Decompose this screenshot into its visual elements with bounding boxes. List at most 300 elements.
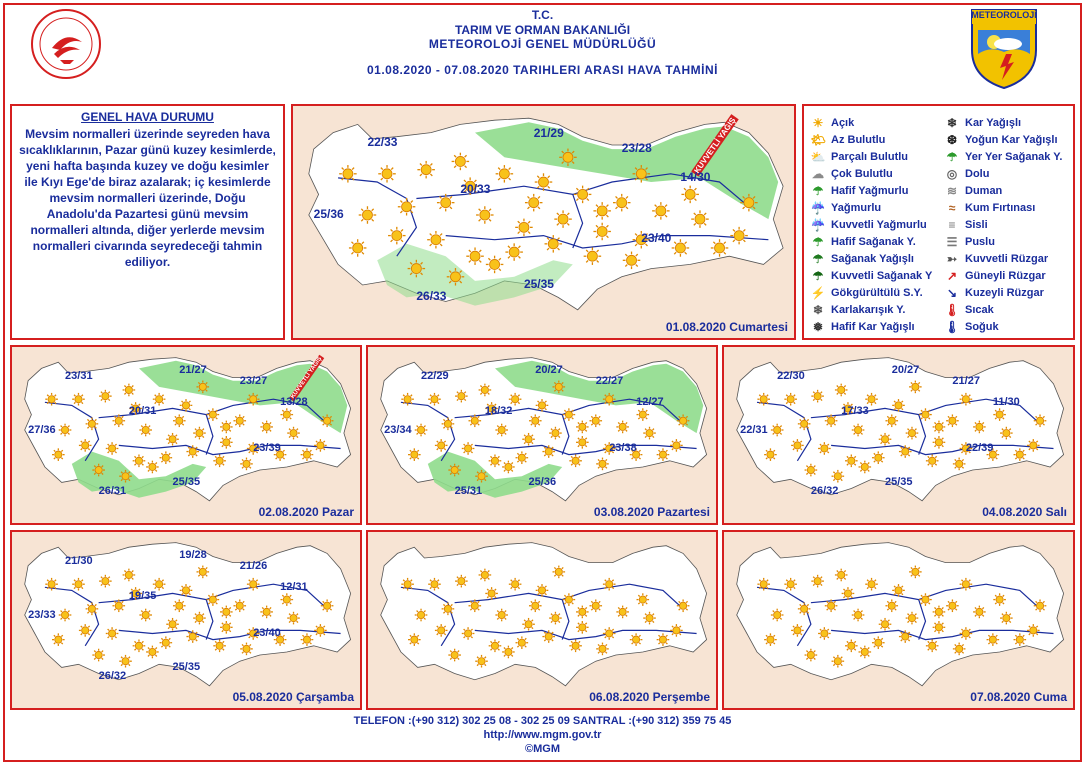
hot-icon: 🌡: [944, 302, 960, 317]
sunny-icon: [691, 210, 709, 228]
temperature-label: 21/26: [239, 559, 268, 572]
sunny-icon: [771, 424, 784, 437]
temperature-label: 26/33: [416, 289, 447, 304]
sunny-icon: [960, 393, 973, 406]
temperature-label: 22/29: [421, 369, 449, 382]
sunny-icon: [1014, 633, 1027, 646]
temperature-label: 20/31: [128, 405, 157, 418]
sunny-icon: [442, 418, 455, 431]
sunny-icon: [536, 399, 549, 412]
legend-label: Az Bulutlu: [831, 133, 886, 146]
sunny-icon: [764, 633, 777, 646]
sunny-icon: [240, 643, 253, 656]
sunny-icon: [576, 436, 589, 449]
sunny-icon: [247, 578, 260, 591]
sunny-icon: [173, 414, 186, 427]
light-rain-icon: ☂: [812, 183, 824, 198]
sunny-icon: [139, 424, 152, 437]
sunny-icon: [757, 393, 770, 406]
sunny-icon: [1000, 427, 1013, 440]
sunny-icon: [415, 609, 428, 622]
sunny-icon: [872, 451, 885, 464]
sunny-icon: [825, 414, 838, 427]
sunny-icon: [469, 599, 482, 612]
sunny-icon: [1000, 612, 1013, 625]
legend-item: [944, 165, 1062, 182]
sunny-icon: [589, 414, 602, 427]
sunny-icon: [657, 633, 670, 646]
legend-label: Sisli: [965, 218, 988, 231]
temperature-label: 19/28: [179, 548, 207, 561]
legend-item: [944, 284, 1062, 301]
sunny-icon: [798, 603, 811, 616]
sunny-icon: [593, 202, 611, 220]
sunny-icon: [670, 439, 683, 452]
sunny-icon: [321, 599, 334, 612]
sunny-icon: [428, 578, 441, 591]
sunny-icon: [522, 433, 535, 446]
sunny-icon: [86, 603, 99, 616]
sunny-icon: [173, 599, 186, 612]
legend-item: [810, 250, 932, 267]
haze-icon: ☰: [946, 234, 958, 249]
sunny-icon: [509, 578, 522, 591]
sunny-icon: [574, 186, 592, 204]
temperature-label: 17/33: [841, 405, 869, 418]
sunny-icon: [677, 599, 690, 612]
sunny-icon: [86, 418, 99, 431]
legend-label: Soğuk: [965, 320, 999, 333]
sunny-icon: [559, 149, 577, 167]
legend-label: Yağmurlu: [831, 201, 882, 214]
shower-icon: ☂: [812, 251, 824, 266]
heavy-shower-icon: ☂: [812, 268, 824, 283]
sunny-icon: [953, 458, 966, 471]
sunny-icon: [79, 439, 92, 452]
temperature-label: 25/35: [172, 476, 201, 489]
legend-item: [944, 148, 1062, 165]
sunny-icon: [180, 399, 193, 412]
sunny-icon: [281, 593, 294, 606]
temperature-label: 12/31: [280, 581, 308, 594]
sunny-icon: [197, 381, 210, 394]
temperature-label: 21/30: [65, 554, 93, 567]
sunny-icon: [113, 414, 126, 427]
sunny-icon: [435, 624, 448, 637]
map-date-label: 04.08.2020 Salı: [982, 505, 1067, 519]
legend-item: [810, 301, 932, 318]
temperature-label: 25/35: [172, 661, 201, 674]
sunny-icon: [633, 165, 651, 183]
sunny-icon: [72, 578, 85, 591]
forecast-map-day-5: [10, 530, 362, 710]
sunny-icon: [672, 239, 690, 257]
sunny-icon: [637, 408, 650, 421]
sunny-icon: [791, 439, 804, 452]
temperature-label: 23/39: [253, 442, 281, 455]
sunny-icon: [993, 593, 1006, 606]
sunny-icon: [401, 393, 414, 406]
legend-label: Kar Yağışlı: [965, 116, 1022, 129]
sunny-icon: [1014, 448, 1027, 461]
legend-item: [944, 131, 1062, 148]
sunny-icon: [522, 618, 535, 631]
legend-item: [810, 148, 932, 165]
sunny-icon: [549, 427, 562, 440]
sunny-icon: [193, 427, 206, 440]
sunny-icon: [408, 260, 426, 278]
sunny-icon: [835, 569, 848, 582]
sunny-icon: [584, 247, 602, 265]
sunny-icon: [616, 421, 629, 434]
sunny-icon: [417, 161, 435, 179]
sunny-icon: [946, 414, 959, 427]
legend-label: Kuvvetli Sağanak Y: [831, 269, 933, 282]
sunny-icon: [811, 575, 824, 588]
legend-label: Hafif Kar Yağışlı: [831, 320, 915, 333]
sunny-icon: [398, 198, 416, 216]
sunny-icon: [52, 448, 65, 461]
sunny-icon: [852, 424, 865, 437]
sunny-icon: [859, 461, 872, 474]
sunny-icon: [495, 424, 508, 437]
sunny-icon: [455, 390, 468, 403]
sunny-icon: [933, 606, 946, 619]
sunny-icon: [811, 390, 824, 403]
cold-icon: 🌡: [944, 319, 960, 334]
legend-label: Kuzeyli Rüzgar: [965, 286, 1044, 299]
sunny-icon: [45, 578, 58, 591]
sunny-icon: [489, 455, 502, 468]
rain-icon: ☔: [810, 200, 826, 215]
sunny-icon: [589, 599, 602, 612]
temperature-label: 21/29: [533, 126, 564, 141]
header-directorate: METEOROLOJİ GENEL MÜDÜRLÜĞÜ: [428, 37, 657, 51]
sunny-icon: [832, 655, 845, 668]
sunny-icon: [596, 458, 609, 471]
legend-label: Dolu: [965, 167, 990, 180]
sunny-icon: [563, 408, 576, 421]
sunny-icon: [630, 633, 643, 646]
sunny-icon: [160, 636, 173, 649]
map-date-label: 06.08.2020 Perşembe: [589, 690, 710, 704]
legend-item: [944, 318, 1062, 335]
legend-label: Duman: [965, 184, 1003, 197]
temperature-label: 23/31: [65, 369, 93, 382]
sunny-icon: [643, 612, 656, 625]
sunny-icon: [872, 636, 885, 649]
header-ministry: TARIM VE ORMAN BAKANLIĞI: [454, 23, 631, 37]
legend-item: [810, 318, 932, 335]
sunny-icon: [113, 599, 126, 612]
legend-label: Sağanak Yağışlı: [831, 252, 914, 265]
sunny-icon: [596, 643, 609, 656]
legend-item: [810, 284, 932, 301]
temperature-label: 25/35: [885, 476, 913, 489]
sunny-icon: [119, 655, 132, 668]
sunny-icon: [529, 414, 542, 427]
sunny-icon: [845, 455, 858, 468]
legend-item: [810, 131, 932, 148]
sunny-icon: [153, 393, 166, 406]
partly-cloudy-icon: ⛅: [810, 149, 826, 164]
sunny-icon: [79, 624, 92, 637]
legend-item: [944, 250, 1062, 267]
legend-column-1: [810, 114, 932, 335]
heavy-rain-icon: ☔: [810, 217, 826, 232]
sunny-icon: [906, 612, 919, 625]
map-date-label: 05.08.2020 Çarşamba: [232, 690, 354, 704]
forecast-map-day-6: [366, 530, 718, 710]
thunderstorm-icon: ⚡: [810, 285, 826, 300]
sunny-icon: [321, 414, 334, 427]
sunny-icon: [919, 408, 932, 421]
sunny-icon: [670, 624, 683, 637]
sunny-icon: [549, 612, 562, 625]
sunny-icon: [193, 612, 206, 625]
sunny-icon: [160, 451, 173, 464]
sunny-icon: [909, 566, 922, 579]
sunny-icon: [479, 384, 492, 397]
sunny-icon: [818, 442, 831, 455]
footer-url[interactable]: http://www.mgm.gov.tr: [483, 729, 602, 741]
temperature-label: 20/33: [460, 182, 491, 197]
legend-label: Açık: [831, 116, 855, 129]
sunny-icon: [123, 569, 136, 582]
sunny-icon: [133, 455, 146, 468]
temperature-label: 23/34: [384, 423, 412, 436]
sunny-icon: [509, 393, 522, 406]
sunny-icon: [502, 461, 515, 474]
sunny-icon: [476, 206, 494, 224]
sunny-icon: [220, 436, 233, 449]
sunny-icon: [764, 448, 777, 461]
sunny-icon: [516, 636, 529, 649]
sunny-icon: [146, 646, 159, 659]
temperature-label: 23/40: [253, 627, 281, 640]
sunny-icon: [99, 390, 112, 403]
sunny-icon: [314, 439, 327, 452]
sunny-icon: [59, 424, 72, 437]
sunny-icon: [455, 575, 468, 588]
turkey-map: [724, 532, 1073, 708]
sunny-icon: [784, 578, 797, 591]
sunny-icon: [623, 252, 641, 270]
sunny-icon: [448, 464, 461, 477]
sunny-icon: [448, 649, 461, 662]
turkey-map: [368, 532, 716, 708]
sunny-icon: [401, 578, 414, 591]
legend-item: [810, 233, 932, 250]
legend-item: [944, 216, 1062, 233]
forecast-map-day-4: [722, 345, 1075, 525]
sunny-icon: [953, 643, 966, 656]
map-date-label: 03.08.2020 Pazartesi: [593, 505, 710, 519]
sunny-icon: [45, 393, 58, 406]
sunny-icon: [899, 445, 912, 458]
legend-item: [810, 165, 932, 182]
sunny-icon: [576, 421, 589, 434]
sunny-icon: [616, 606, 629, 619]
sunny-icon: [287, 427, 300, 440]
sunny-icon: [186, 445, 199, 458]
forecast-map-day-2: [10, 345, 362, 525]
sunny-icon: [428, 393, 441, 406]
light-shower-icon: ☂: [812, 234, 824, 249]
sunny-icon: [92, 649, 105, 662]
forecast-map-day-7: [722, 530, 1075, 710]
sunny-icon: [554, 210, 572, 228]
sunny-icon: [798, 418, 811, 431]
sunny-icon: [166, 433, 179, 446]
sunny-icon: [213, 455, 226, 468]
sunny-icon: [220, 621, 233, 634]
sunny-icon: [906, 427, 919, 440]
sunny-icon: [435, 439, 448, 452]
sunny-icon: [681, 186, 699, 204]
sunny-icon: [987, 633, 1000, 646]
temperature-label: 25/36: [528, 476, 557, 489]
legend-label: Sıcak: [965, 303, 994, 316]
sunny-icon: [771, 609, 784, 622]
sunny-icon: [123, 384, 136, 397]
legend-item: [810, 267, 932, 284]
sunny-icon: [865, 578, 878, 591]
legend-label: Puslu: [965, 235, 995, 248]
sunny-icon: [106, 627, 119, 640]
header-tc: T.C.: [531, 8, 554, 22]
sunny-icon: [180, 584, 193, 597]
temperature-label: 23/28: [621, 140, 652, 155]
sunny-icon: [72, 393, 85, 406]
temperature-label: 22/39: [965, 442, 994, 455]
sunny-icon: [469, 414, 482, 427]
temperature-label: 26/31: [98, 485, 127, 498]
sunny-icon: [207, 593, 220, 606]
temperature-label: 19/35: [128, 590, 157, 603]
sunny-icon: [657, 448, 670, 461]
sunny-icon: [973, 606, 986, 619]
temperature-label: 22/33: [367, 134, 398, 149]
sleet-icon: ❄: [812, 302, 824, 317]
sunny-icon: [933, 621, 946, 634]
page-header: [0, 8, 1085, 77]
temperature-label: 23/38: [609, 442, 637, 455]
sunny-icon: [197, 566, 210, 579]
sunny-icon: [919, 593, 932, 606]
sunny-icon: [516, 451, 529, 464]
legend-label: Güneyli Rüzgar: [965, 269, 1046, 282]
sunny-icon: [832, 470, 845, 483]
temperature-label: 23/27: [239, 374, 268, 387]
sunny-icon: [563, 593, 576, 606]
temperature-label: 23/40: [641, 231, 672, 246]
sunny-icon: [529, 599, 542, 612]
sunny-icon: [1027, 624, 1040, 637]
temperature-label: 12/27: [636, 396, 664, 409]
sunny-icon: [845, 640, 858, 653]
sunny-icon: [852, 609, 865, 622]
temperature-label: 22/27: [595, 374, 624, 387]
legend-column-2: [944, 114, 1062, 335]
hail-icon: ◎: [946, 166, 958, 181]
sunny-icon: [146, 461, 159, 474]
temperature-label: 26/32: [810, 485, 839, 498]
temperature-label: 13/28: [280, 396, 308, 409]
sunny-icon: [502, 646, 515, 659]
sunny-icon: [496, 165, 514, 183]
sunny-icon: [260, 421, 273, 434]
temperature-label: 21/27: [179, 363, 207, 376]
sunny-icon: [784, 393, 797, 406]
legend-label: Hafif Sağanak Y.: [831, 235, 916, 248]
sunny-icon: [133, 640, 146, 653]
legend-item: [944, 114, 1062, 131]
sunny-icon: [603, 627, 616, 640]
sunny-icon: ☀: [812, 115, 824, 130]
sunny-icon: [408, 633, 421, 646]
legend: [802, 104, 1075, 340]
map-date-label: 07.08.2020 Cuma: [970, 690, 1067, 704]
sunny-icon: [427, 231, 445, 249]
map-date-label: 01.08.2020 Cumartesi: [665, 320, 788, 334]
temperature-label: 27/36: [28, 423, 56, 436]
sunny-icon: [99, 575, 112, 588]
sunny-icon: [791, 624, 804, 637]
sunny-icon: [59, 609, 72, 622]
sunny-icon: [637, 593, 650, 606]
legend-item: [944, 233, 1062, 250]
sunny-icon: [462, 627, 475, 640]
sunny-icon: [52, 633, 65, 646]
sunny-icon: [153, 578, 166, 591]
sunny-icon: [314, 624, 327, 637]
sunny-icon: [973, 421, 986, 434]
sunny-icon: [960, 627, 973, 640]
sunny-icon: [301, 448, 314, 461]
legend-item: [944, 267, 1062, 284]
sunny-icon: [462, 442, 475, 455]
sunny-icon: [711, 239, 729, 257]
sunny-icon: [207, 408, 220, 421]
sunny-icon: [885, 414, 898, 427]
turkey-land: [737, 543, 1064, 686]
legend-label: Parçalı Bulutlu: [831, 150, 909, 163]
heavy-rain-banner: KUVVETLİ YAĞIŞ: [290, 355, 324, 400]
sunny-icon: [593, 223, 611, 240]
temperature-label: 11/30: [992, 396, 1020, 409]
temperature-label: 20/27: [891, 363, 920, 376]
sunny-icon: [447, 268, 465, 286]
scattered-shower-icon: ☂: [946, 149, 958, 164]
snow-icon: ❄: [946, 115, 958, 130]
sunny-icon: [515, 219, 533, 237]
forecast-map-day-3: [366, 345, 718, 525]
legend-label: Karlakarışık Y.: [831, 303, 906, 316]
sunny-icon: [486, 256, 504, 274]
sunny-icon: [757, 578, 770, 591]
sunny-icon: [220, 421, 233, 434]
sunny-icon: [213, 640, 226, 653]
sunny-icon: [475, 655, 488, 668]
sunny-icon: [1034, 599, 1047, 612]
sunny-icon: [339, 165, 357, 183]
sunny-icon: [452, 153, 470, 171]
sunny-icon: [466, 247, 484, 265]
legend-label: Gökgürültülü S.Y.: [831, 286, 923, 299]
cloudy-icon: ☁: [812, 166, 824, 181]
sunny-icon: [805, 649, 818, 662]
